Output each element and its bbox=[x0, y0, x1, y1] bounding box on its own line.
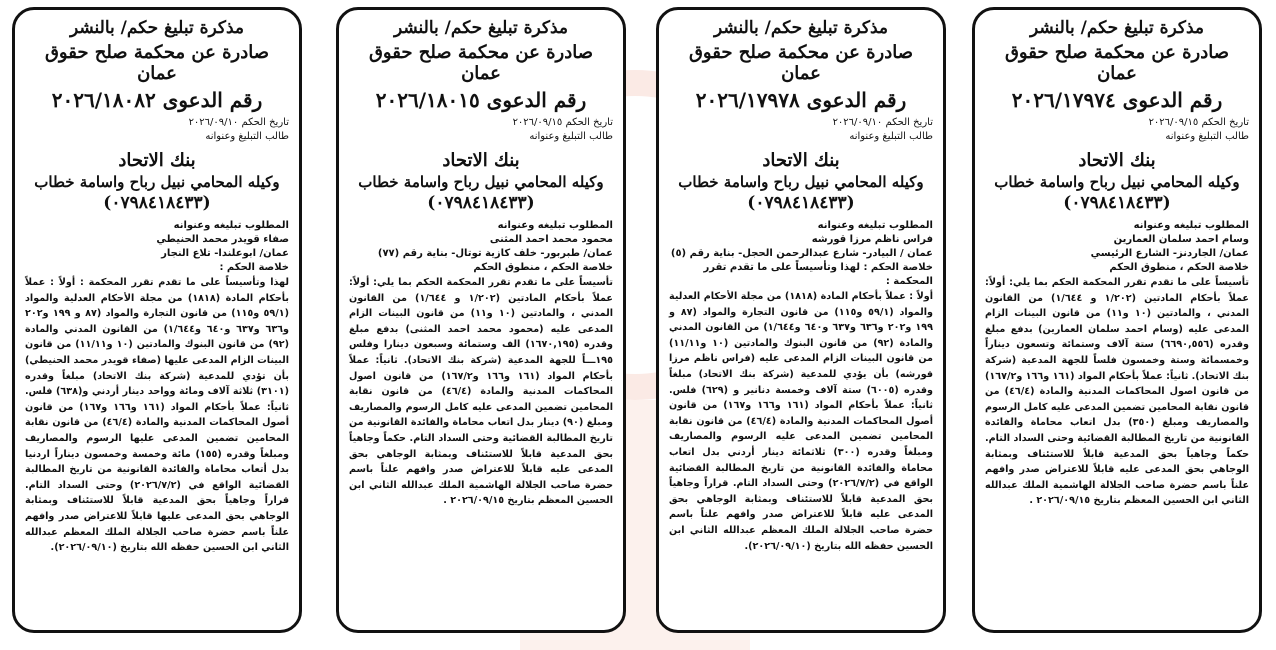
notice-card bbox=[12, 7, 302, 633]
bank-name: بنك الاتحاد bbox=[442, 150, 520, 171]
summary-label: خلاصة الحكم ، منطوق الحكم bbox=[473, 262, 613, 273]
respondent-name: محمود محمد احمد المثنى bbox=[489, 234, 613, 245]
bank-name: بنك الاتحاد bbox=[762, 150, 840, 171]
phone-number: (٠٧٩٨٤١٨٤٣٣) bbox=[103, 193, 211, 213]
case-number: رقم الدعوى ٢٠٢٦/١٨٠١٥ bbox=[375, 88, 587, 112]
judgment-body: لهذا وتأسيساً على ما تقدم تقرر المحكمة : أولاً : عملاً بأحكام المادة (١٨١٨) من مجلة الأحكام العدلية والمواد (٥٩/١ و١١٥) من قانون التجارة والمواد (٨٧ و ١٩٩ و٢٠٢ و٦٣٦ و٦٣٧ و٦٤٠ و١/٦٤٤) من القانون المدني والمادة (٩٢) من قانون البنوك والمادتين (١٠ و١١/١١) من قانون البينات الزام المدعى عليها (صفاء قويدر محمد الحنيطي) بأن تؤدي للمدعية (شركة بنك الاتحاد) مبلغاً وقدره (٣١٠١) ثلاثة آلاف ومائة وواحد دينار أردني و(٦٣٨) فلس. ثانياً: عملاً بأحكام المواد (١٦١ و١٦٦ و١٦٧) من قانون أصول المحاكمات المدنية والمادة (٤٦/٤) من قانون نقابة المحامين تضمين المدعى عليها الرسوم والمصاريف ومبلغاً وقدره (١٥٥) مائة وخمسة وخمسون ديناراً اردنيا بدل أتعاب محاماة والفائدة القانونية من تاريخ المطالبة القضائية الواقع في (٢٠٢٦/٧/٢) وحتى السداد التام. قراراً وجاهياً بحق المدعية قابلاً للاستئناف وبمثابة الوجاهي بحق المدعى عليها قابلاً للاعتراض صدر وافهم علناً باسم حضرة صاحب الجلالة الملك المعظم عبدالله الثاني ابن الحسين حفظه الله بتاريخ (٢٠٢٦/٠٩/١٠). bbox=[25, 277, 290, 554]
case-number: رقم الدعوى ٢٠٢٦/١٧٩٧٨ bbox=[695, 88, 907, 112]
notice-title: مذكرة تبليغ حكم/ بالنشر bbox=[1029, 18, 1205, 38]
requester-label: طالب التبليغ وعنوانه bbox=[1165, 131, 1249, 142]
judgment-date: تاريخ الحكم ٢٠٢٦/٠٩/١٥ bbox=[512, 117, 613, 128]
respondent-address: عمان/ طبربور- خلف كازية توتال- بناية رقم (٧٧) bbox=[377, 248, 613, 259]
respondent-label: المطلوب تبليغه وعنوانه bbox=[1133, 220, 1249, 231]
court-name: صادرة عن محكمة صلح حقوق عمان bbox=[1004, 42, 1230, 84]
notice-title: مذكرة تبليغ حكم/ بالنشر bbox=[69, 18, 245, 38]
summary-label: خلاصة الحكم ، منطوق الحكم bbox=[1109, 262, 1249, 273]
requester-label: طالب التبليغ وعنوانه bbox=[849, 131, 933, 142]
lawyer-name: وكيله المحامي نبيل رباح واسامة خطاب bbox=[994, 173, 1240, 191]
summary-label: خلاصة الحكم : bbox=[219, 262, 289, 273]
respondent-name: فراس ناظم مرزا قورشه bbox=[811, 234, 933, 245]
judgment-date: تاريخ الحكم ٢٠٢٦/٠٩/١٠ bbox=[188, 117, 289, 128]
notice-card bbox=[972, 7, 1262, 633]
respondent-label: المطلوب تبليغه وعنوانه bbox=[817, 220, 933, 231]
notice-card bbox=[336, 7, 626, 633]
court-name: صادرة عن محكمة صلح حقوق عمان bbox=[44, 42, 270, 84]
respondent-address: عمان/ الجاردنز- الشارع الرئيسي bbox=[1090, 248, 1249, 259]
court-name: صادرة عن محكمة صلح حقوق عمان bbox=[688, 42, 914, 84]
court-name: صادرة عن محكمة صلح حقوق عمان bbox=[368, 42, 594, 84]
requester-label: طالب التبليغ وعنوانه bbox=[205, 131, 289, 142]
case-number: رقم الدعوى ٢٠٢٦/١٧٩٧٤ bbox=[1011, 88, 1223, 112]
summary-label: خلاصة الحكم : لهذا وتأسيساً على ما تقدم تقرر المحكمة : bbox=[703, 262, 933, 287]
lawyer-name: وكيله المحامي نبيل رباح واسامة خطاب bbox=[678, 173, 924, 191]
notice-title: مذكرة تبليغ حكم/ بالنشر bbox=[713, 18, 889, 38]
judgment-body: تأسيساً على ما تقدم تقرر المحكمة الحكم بما يلي: أولاً: عملاً بأحكام المادتين (١/٢٠٢ و ١/٦٤٤) من القانون المدني ، والمادتين (١٠ و١١) من قانون البينات الزام المدعى عليه (محمود محمد احمد المثنى) بدفع مبلغ وقدره (١٦٧٠,١٩٥) الف وستمائة وسبعون دينارا وفلس ١٩٥ـــاً للجهة المدعية (شركة بنك الاتحاد). ثانياً: عملاً بأحكام المواد (١٦١ و١٦٦ و١٦٧/٢) من قانون اصول المحاكمات المدنية والمادة (٤٦/٤) من قانون نقابة المحامين تضمين المدعى عليه كامل الرسوم والمصاريف ومبلغ (٩٠) دينار بدل اتعاب محاماة والفائدة القانونية من تاريخ المطالبة القضائية وحتى السداد التام. حكماً وجاهياً بحق المدعية قابلاً للاستئناف وبمثابة الوجاهي بحق المدعى عليه قابلاً للاعتراض صدر وافهم علناً باسم حضرة صاحب الجلالة الهاشمية الملك عبدالله الثاني ابن الحسين المعظم بتاريخ ٢٠٢٦/٠٩/١٥ . bbox=[349, 277, 614, 507]
respondent-name: صفاء قويدر محمد الحنيطي bbox=[156, 234, 289, 245]
case-number: رقم الدعوى ٢٠٢٦/١٨٠٨٢ bbox=[51, 88, 263, 112]
judgment-body: أولاً : عملاً بأحكام المادة (١٨١٨) من مجلة الأحكام العدلية والمواد (٥٩/١ و١١٥) من قانون التجارة والمواد (٨٧ و ١٩٩ و٢٠٢ و٦٣٦ و٦٣٧ و٦٤٠ و١/٦٤٤) من القانون المدني والمادة (٩٢) من قانون البنوك والمادتين (١٠ و١١/١١) من قانون البينات الزام المدعى عليه (فراس ناظم مرزا قورشه) بأن يؤدي للمدعية (شركة بنك الاتحاد) مبلغاً وقدره (٦٠٠٥) ستة آلاف وخمسة دنانير و (٦٢٩) فلس. ثانياً: عملاً بأحكام المواد (١٦١ و١٦٦ و١٦٧) من قانون أصول المحاكمات المدنية والمادة (٤٦/٤) من قانون نقابة المحامين تضمين المدعى عليه الرسوم والمصاريف ومبلغاً وقدره (٣٠٠) ثلاثمائة دينار أردني بدل اتعاب محاماة والفائدة القانونية من تاريخ المطالبة القضائية الواقع في (٢٠٢٦/٧/٢) وحتى السداد التام. قراراً وجاهياً بحق المدعية قابلاً للاستئناف وبمثابة الوجاهي بحق المدعى عليه قابلاً للاعتراض صدر وافهم علناً باسم حضرة صاحب الجلالة الملك المعظم عبدالله الثاني ابن الحسين حفظه الله بتاريخ (٢٠٢٦/٠٩/١٠). bbox=[669, 291, 933, 552]
lawyer-name: وكيله المحامي نبيل رباح واسامة خطاب bbox=[34, 173, 280, 191]
respondent-name: وسام احمد سلمان العمارين bbox=[1113, 234, 1249, 245]
judgment-date: تاريخ الحكم ٢٠٢٦/٠٩/١٠ bbox=[832, 117, 933, 128]
bank-name: بنك الاتحاد bbox=[118, 150, 196, 171]
respondent-address: عمان / البيادر- شارع عبدالرحمن الحجل- بناية رقم (٥) bbox=[670, 248, 933, 259]
phone-number: (٠٧٩٨٤١٨٤٣٣) bbox=[1063, 193, 1171, 213]
respondent-address: عمان/ ابوعلندا- تلاع النجار bbox=[161, 248, 289, 259]
notice-card bbox=[656, 7, 946, 633]
judgment-body: تأسيساً على ما تقدم تقرر المحكمة الحكم بما يلي: أولاً: عملاً بأحكام المادتين (١/٢٠٢ و ١/٦٤٤) من القانون المدني ، والمادتين (١٠ و١١) من قانون البينات الزام المدعى عليه (وسام احمد سلمان العمارين) بدفع مبلغ وقدره (٦٦٩٠,٥٥٦) ستة آلاف وستمائة وتسعون ديناراً وخمسمائة وستة وخمسون فلساً للجهة المدعية (شركة بنك الاتحاد). ثانياً: عملاً بأحكام المواد (١٦١ و١٦٦ و١٦٧/٢) من قانون اصول المحاكمات المدنية والمادة (٤٦/٤) من قانون نقابة المحامين تضمين المدعى عليه كامل الرسوم والمصاريف ومبلغ (٣٥٠) بدل اتعاب محاماة والفائدة القانونية من تاريخ المطالبة القضائية وحتى السداد التام. حكماً وجاهياً بحق المدعية قابلاً للاستئناف وبمثابة الوجاهي بحق المدعى عليه قابلاً للاعتراض صدر وافهم علناً باسم حضرة صاحب الجلالة الهاشمية الملك عبدالله الثاني ابن الحسين المعظم بتاريخ ٢٠٢٦/٠٩/١٥ . bbox=[985, 277, 1250, 507]
respondent-label: المطلوب تبليغه وعنوانه bbox=[497, 220, 613, 231]
respondent-label: المطلوب تبليغه وعنوانه bbox=[173, 220, 289, 231]
bank-name: بنك الاتحاد bbox=[1078, 150, 1156, 171]
notice-title: مذكرة تبليغ حكم/ بالنشر bbox=[393, 18, 569, 38]
judgment-date: تاريخ الحكم ٢٠٢٦/٠٩/١٥ bbox=[1148, 117, 1249, 128]
lawyer-name: وكيله المحامي نبيل رباح واسامة خطاب bbox=[358, 173, 604, 191]
requester-label: طالب التبليغ وعنوانه bbox=[529, 131, 613, 142]
phone-number: (٠٧٩٨٤١٨٤٣٣) bbox=[747, 193, 855, 213]
phone-number: (٠٧٩٨٤١٨٤٣٣) bbox=[427, 193, 535, 213]
